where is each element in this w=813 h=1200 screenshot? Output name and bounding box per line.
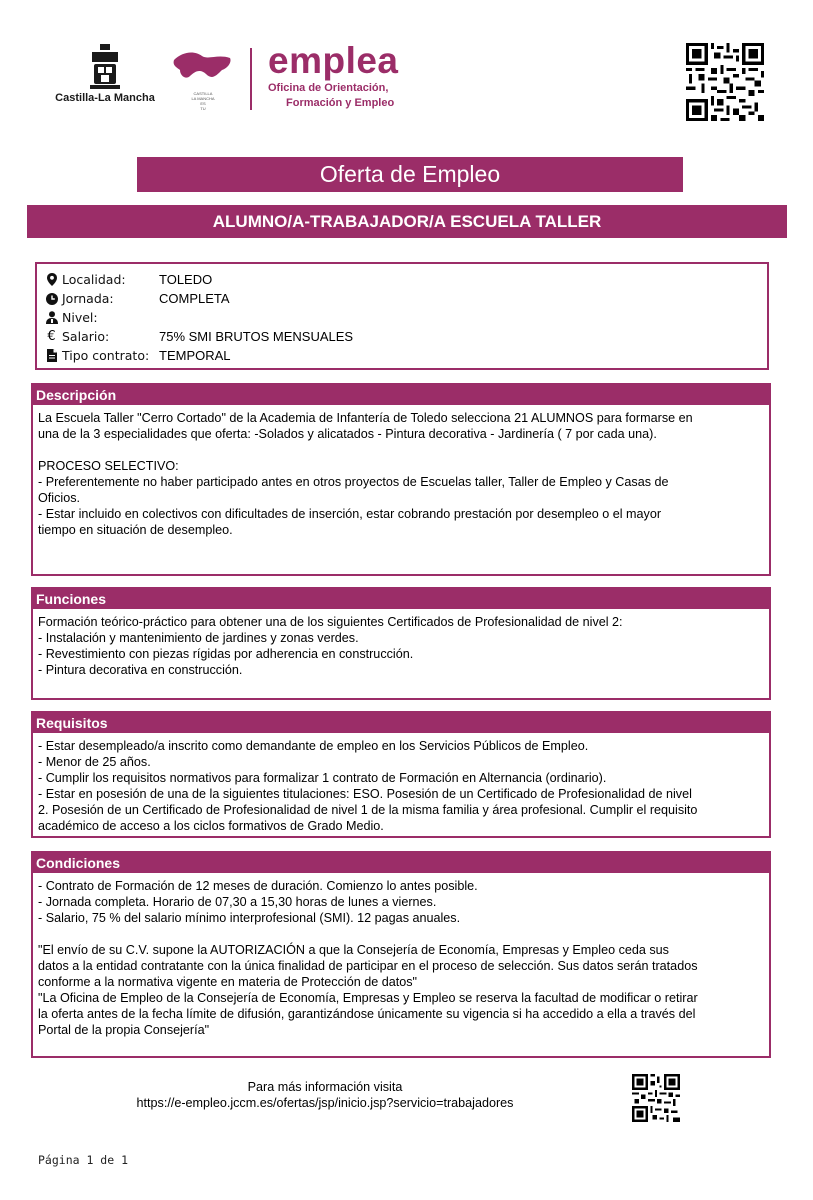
info-row-localidad [45,270,213,289]
more-info [100,1079,550,1111]
text-line: - Salario, 75 % del salario mínimo interprofesional (SMI). 12 pagas anuales. [38,911,461,925]
text-line: Portal de la propia Consejería" [38,1023,210,1037]
document-icon [45,349,58,362]
section-funciones [31,587,771,700]
section-body [33,873,769,1038]
header-divider [250,48,252,110]
offer-banner-title: Oferta de Empleo [137,157,683,192]
text-line: una de la 3 especialidades que oferta: -Solados y alicatados - Pintura decorativa - Jardinería ( 7 por cada una). [38,427,657,441]
info-row-tipo-contrato [45,346,231,365]
text-line: - Pintura decorativa en construcción. [38,663,243,677]
text-line: - Jornada completa. Horario de 07,30 a 15,30 horas de lunes a viernes. [38,895,437,909]
info-row-salario [45,327,354,346]
info-label: Localidad: [62,272,126,287]
more-info-label: Para más información visita [247,1080,403,1094]
text-line: la oferta antes de la fecha límite de difusión, garantizándose únicamente su vigencia si ha accedido a ella a través del [38,1007,696,1021]
text-line: - Revestimiento con piezas rígidas por adherencia en construcción. [38,647,414,661]
castilla-la-mancha-logo [55,44,155,110]
text-line: datos a la entidad contratante con la única finalidad de participar en el proceso de selección. Sus datos serán tratados [38,959,698,973]
info-label: Jornada: [62,291,114,306]
section-heading: Condiciones [33,853,769,873]
euro-icon: € [47,329,56,344]
more-info-link[interactable]: https://e-empleo.jccm.es/ofertas/jsp/inicio.jsp?servicio=trabajadores [136,1096,514,1110]
map-pin-icon [45,273,58,286]
clock-icon [45,292,58,305]
info-value-salario: 75% SMI BRUTOS MENSUALES [159,329,354,344]
info-label: Tipo contrato: [62,348,150,363]
section-body [33,609,769,678]
job-summary-box [35,262,769,370]
text-line: Formación teórico-práctico para obtener una de los siguientes Certificados de Profesionalidad de nivel 2: [38,615,623,629]
section-heading: Funciones [33,589,769,609]
text-line: - Estar en posesión de una de la siguientes titulaciones: ESO. Posesión de un Certificado de Profesionalidad de nivel [38,787,692,801]
section-descripcion [31,383,771,576]
section-body [33,733,769,834]
text-line: Oficios. [38,491,80,505]
qr-code-icon [632,1074,680,1122]
info-row-nivel [45,308,159,327]
text-line: "El envío de su C.V. supone la AUTORIZACIÓN a que la Consejería de Economía, Empresas y Empleo ceda sus [38,943,669,957]
text-line: - Contrato de Formación de 12 meses de duración. Comienzo lo antes posible. [38,879,478,893]
text-line: - Estar incluido en colectivos con dificultades de inserción, estar cobrando prestación por desempleo o el mayor [38,507,662,521]
info-value-tipo-contrato: TEMPORAL [159,348,231,363]
info-value-jornada: COMPLETA [159,291,230,306]
text-line: - Instalación y mantenimiento de jardines y zonas verdes. [38,631,359,645]
section-condiciones [31,851,771,1058]
info-value-localidad: TOLEDO [159,272,213,287]
text-line: PROCESO SELECTIVO: [38,459,179,473]
brand-mark-caption: CASTILLA LA MANCHA ES TU [191,91,215,111]
text-line: conforme a la normativa vigente en materia de Protección de datos" [38,975,417,989]
text-line: - Menor de 25 años. [38,755,151,769]
text-line: 2. Posesión de un Certificado de Profesionalidad de nivel 1 de la misma familia y área profesional. Cumplir el requisito [38,803,698,817]
emplea-subtitle-2: Formación y Empleo [286,97,395,109]
region-logo-text: Castilla-La Mancha [55,92,155,104]
info-row-jornada [45,289,230,308]
text-line: "La Oficina de Empleo de la Consejería de Economía, Empresas y Empleo se reserva la facultad de modificar o retirar [38,991,698,1005]
job-title: ALUMNO/A-TRABAJADOR/A ESCUELA TALLER [27,205,787,238]
coat-of-arms-icon [88,44,122,90]
brand-mark-icon [172,50,234,86]
user-icon [45,311,58,324]
section-body [33,405,769,538]
info-label: Nivel: [62,310,98,325]
text-line: - Cumplir los requisitos normativos para formalizar 1 contrato de Formación en Alternancia (ordinario). [38,771,607,785]
section-heading: Descripción [33,385,769,405]
section-requisitos [31,711,771,838]
qr-code-icon [686,43,764,121]
section-heading: Requisitos [33,713,769,733]
text-line: La Escuela Taller "Cerro Cortado" de la Academia de Infantería de Toledo selecciona 21 ALUMNOS para formarse en [38,411,693,425]
emplea-wordmark: emplea [268,40,399,81]
text-line: - Estar desempleado/a inscrito como demandante de empleo en los Servicios Públicos de Empleo. [38,739,589,753]
emplea-subtitle-1: Oficina de Orientación, [268,82,389,94]
emplea-logo [268,42,428,110]
info-label: Salario: [62,329,110,344]
page-number: Página 1 de 1 [38,1153,129,1167]
text-line: tiempo en situación de desempleo. [38,523,233,537]
text-line: - Preferentemente no haber participado antes en otros proyectos de Escuelas taller, Taller de Empleo y Casas de [38,475,669,489]
castilla-la-mancha-brand-mark [172,50,234,112]
text-line: académico de acceso a los ciclos formativos de Grado Medio. [38,819,384,833]
